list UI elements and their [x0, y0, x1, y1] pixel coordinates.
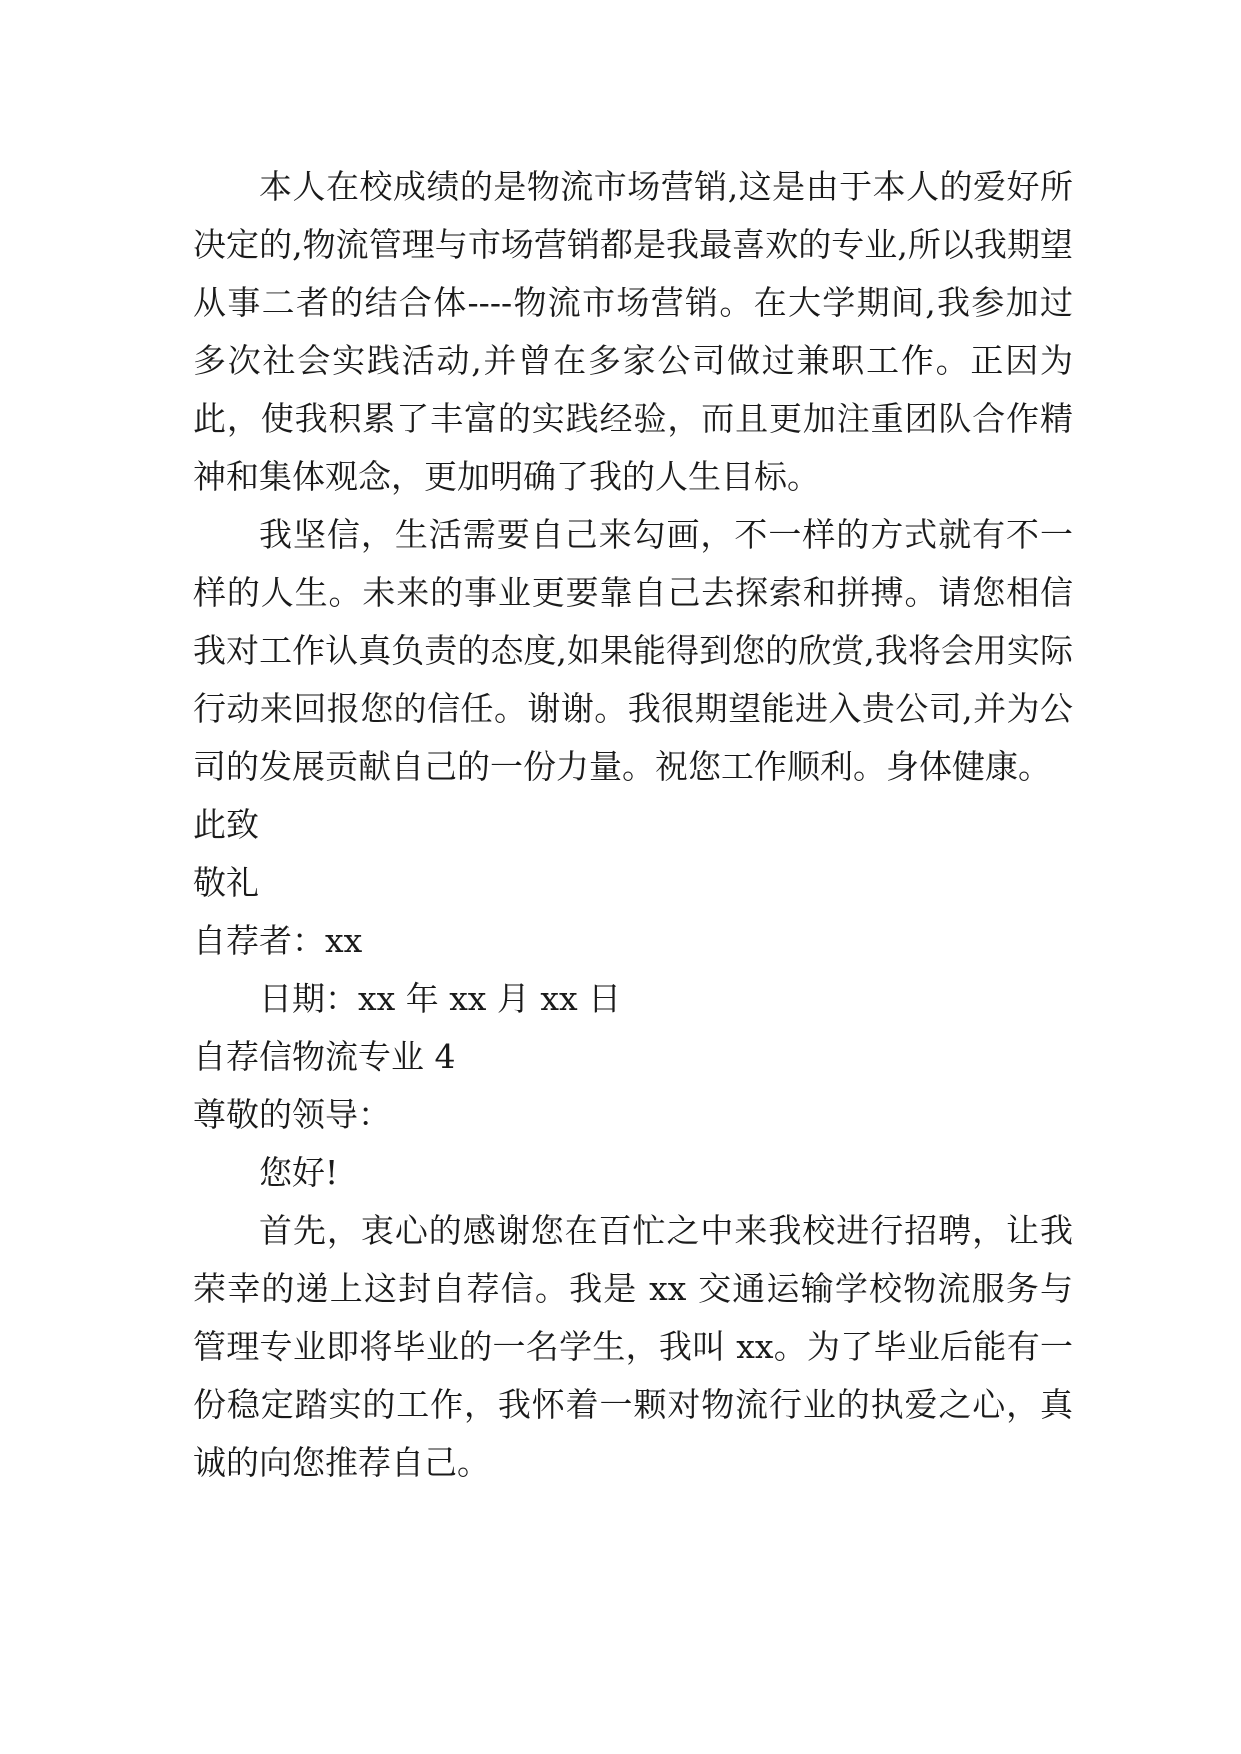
date-line: 日期：xx 年 xx 月 xx 日: [259, 979, 622, 1018]
closing-jingli: 敬礼: [193, 863, 259, 902]
paragraph-belief-and-thanks: 我坚信，生活需要自己来勾画，不一样的方式就有不一样的人生。未来的事业更要靠自己去探索和拼搏。请您相信我对工作认真负责的态度,如果能得到您的欣赏,我将会用实际行动来回报您的信任。谢谢。我很期望能进入贵公司,并为公司的发展贡献自己的一份力量。祝您工作顺利。身体健康。: [193, 515, 1073, 786]
document-body: [193, 158, 1073, 1492]
salutation: 尊敬的领导：: [193, 1095, 391, 1134]
signer-line: 自荐者：xx: [193, 921, 363, 960]
paragraph-introduction: 首先，衷心的感谢您在百忙之中来我校进行招聘，让我荣幸的递上这封自荐信。我是 xx 交通运输学校物流服务与管理专业即将毕业的一名学生，我叫 xx。为了毕业后能有一份稳定踏实的工作，我怀着一颗对物流行业的执爱之心，真诚的向您推荐自己。: [193, 1211, 1073, 1482]
letter-title: 自荐信物流专业 4: [193, 1037, 456, 1076]
closing-cizhi: 此致: [193, 805, 259, 844]
paragraph-study-and-practice: 本人在校成绩的是物流市场营销,这是由于本人的爱好所决定的,物流管理与市场营销都是我最喜欢的专业,所以我期望从事二者的结合体----物流市场营销。在大学期间,我参加过多次社会实践活动,并曾在多家公司做过兼职工作。正因为此，使我积累了丰富的实践经验，而且更加注重团队合作精神和集体观念，更加明确了我的人生目标。: [193, 167, 1073, 496]
greeting: 您好!: [259, 1153, 339, 1192]
